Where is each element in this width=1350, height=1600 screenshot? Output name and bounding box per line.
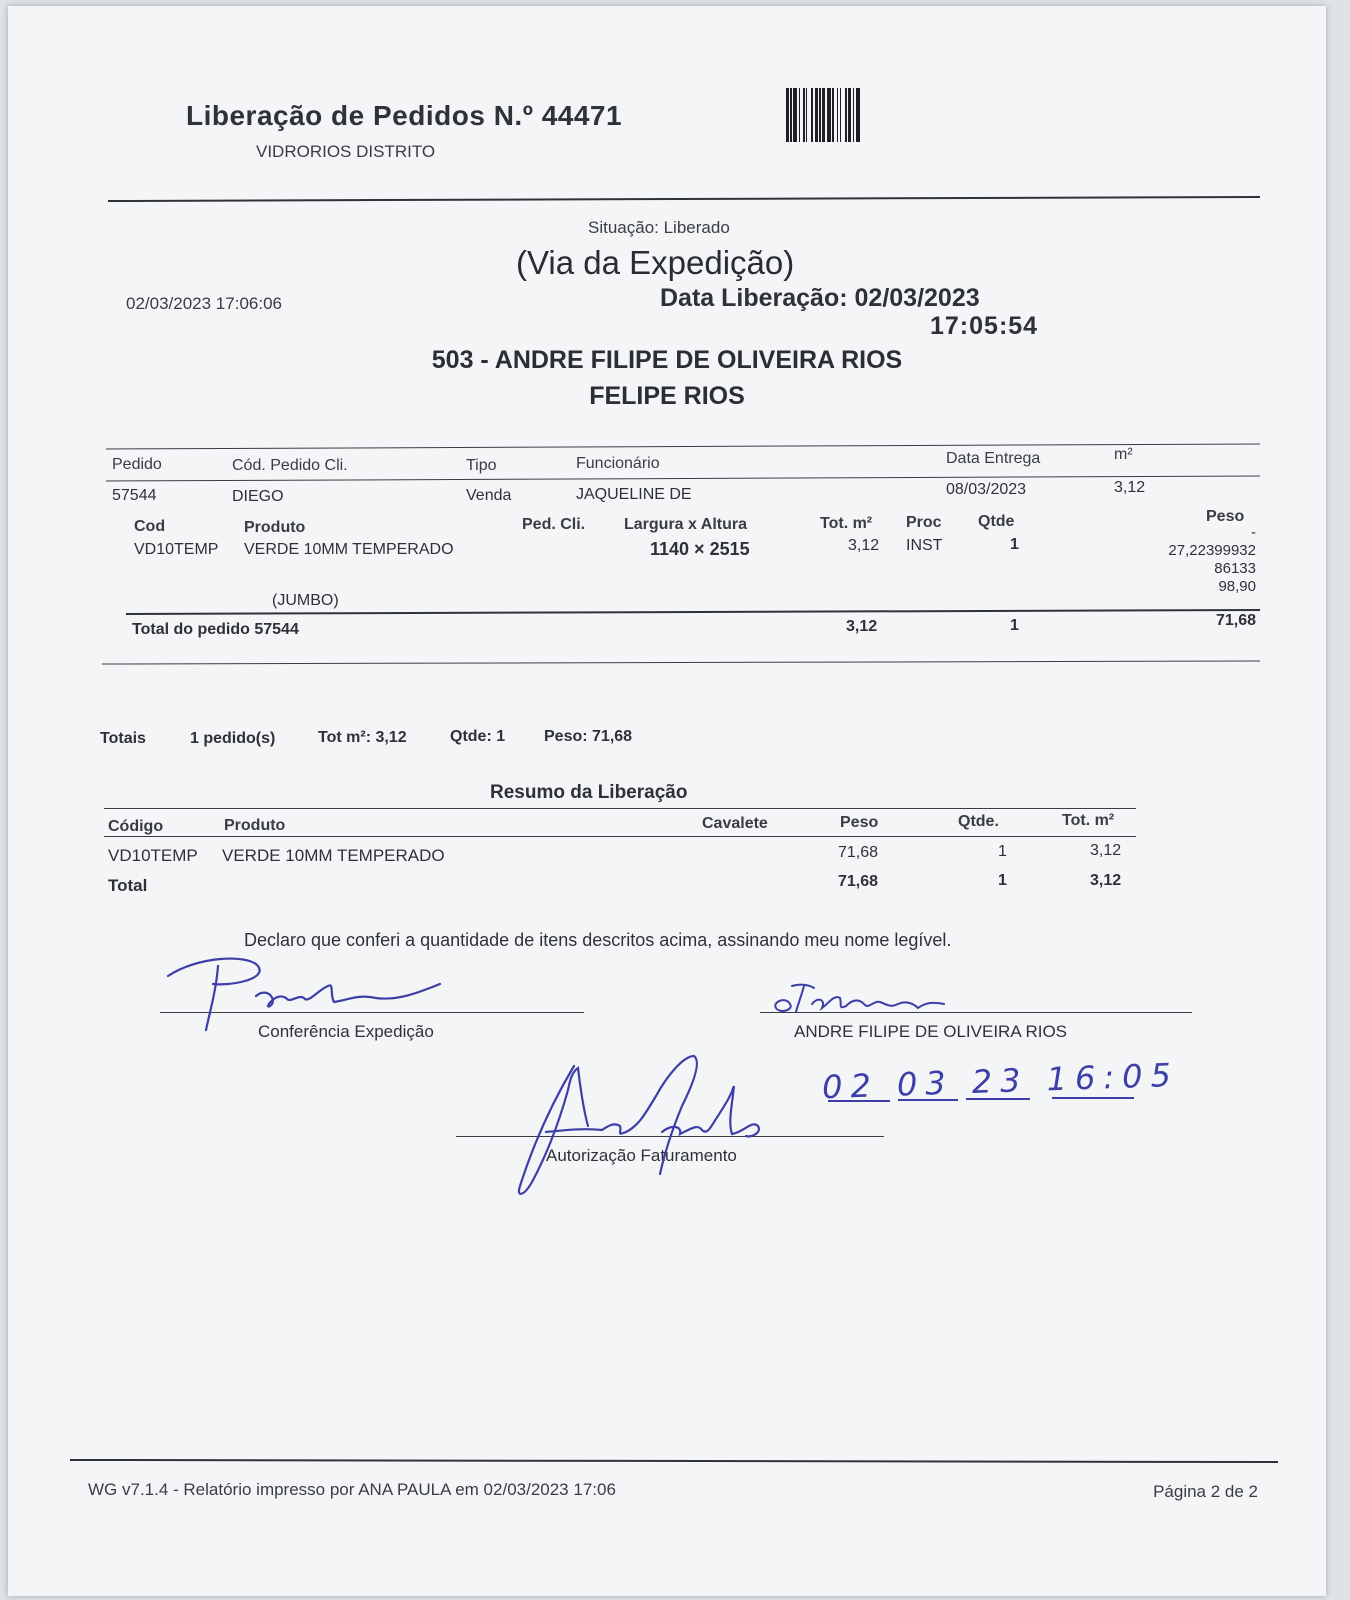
totals-weight: Peso: 71,68 (544, 728, 633, 745)
totals-label: Totais (100, 730, 146, 747)
header-divider (108, 196, 1260, 202)
footer-rule (70, 1459, 1278, 1463)
billing-signature-label: Autorização Faturamento (546, 1146, 737, 1165)
client-signature-label: ANDRE FILIPE DE OLIVEIRA RIOS (794, 1022, 1068, 1041)
client-nickname: FELIPE RIOS (589, 382, 745, 410)
col-cod-pedido-cli: Cód. Pedido Cli. (232, 457, 348, 474)
item-weight-line: 98,90 (1218, 578, 1256, 595)
order-total-qtde: 1 (1010, 617, 1019, 634)
summary-qtde: 1 (998, 843, 1007, 860)
totals-qtde: Qtde: 1 (450, 728, 506, 745)
col-pedido: Pedido (112, 456, 162, 473)
item-dimensions: 1140 × 2515 (650, 539, 750, 559)
order-total-weight: 71,68 (1215, 612, 1256, 629)
release-date: Data Liberação: 02/03/2023 (660, 284, 980, 312)
client-name: 503 - ANDRE FILIPE DE OLIVEIRA RIOS (431, 346, 903, 374)
date-underline (1052, 1097, 1134, 1099)
summary-col-produto: Produto (224, 817, 286, 834)
item-weight-line: - (1251, 524, 1256, 541)
col-cod: Cod (134, 518, 166, 535)
item-weight-line: 27,22399932 (1168, 542, 1256, 559)
totals-m2: Tot m²: 3,12 (318, 729, 407, 746)
item-tot-m2: 3,12 (848, 537, 880, 554)
summary-top-rule (104, 808, 1136, 809)
summary-col-peso: Peso (840, 814, 879, 831)
status-text: Situação: Liberado (588, 218, 730, 237)
item-product: VERDE 10MM TEMPERADO (244, 541, 454, 558)
date-underline (898, 1099, 958, 1101)
page-number: Página 2 de 2 (1153, 1482, 1258, 1501)
document-title: Liberação de Pedidos N.º 44471 (186, 100, 623, 131)
summary-m2: 3,12 (1090, 842, 1122, 859)
col-produto: Produto (244, 519, 306, 536)
order-m2: 3,12 (1114, 479, 1146, 496)
client-signature-scribble (768, 974, 968, 1018)
col-funcionario: Funcionário (576, 455, 660, 472)
summary-col-codigo: Código (108, 818, 164, 835)
employee: JAQUELINE DE (576, 486, 692, 503)
date-underline (828, 1100, 890, 1102)
summary-total-label: Total (108, 876, 148, 895)
summary-total-qtde: 1 (998, 872, 1007, 889)
col-data-entrega: Data Entrega (946, 450, 1041, 467)
order-section-bottom-rule (102, 660, 1260, 664)
summary-product: VERDE 10MM TEMPERADO (222, 846, 445, 865)
footer-print-info: WG v7.1.4 - Relatório impresso por ANA PAULA em 02/03/2023 17:06 (88, 1480, 616, 1499)
summary-col-cavalete: Cavalete (702, 815, 768, 832)
release-time: 17:05:54 (930, 312, 1039, 340)
summary-weight: 71,68 (838, 844, 879, 861)
item-qtde: 1 (1010, 536, 1019, 553)
document-page (8, 6, 1326, 1596)
item-weight-line: 86133 (1214, 560, 1256, 577)
barcode-bar (856, 88, 860, 142)
order-number: 57544 (112, 487, 157, 504)
col-qtde: Qtde (978, 513, 1015, 530)
barcode (786, 88, 991, 142)
col-tipo: Tipo (466, 457, 497, 474)
handwritten-date: 02 03 23 16:05 (821, 1055, 1180, 1107)
summary-col-tot-m2: Tot. m² (1062, 812, 1115, 829)
item-proc: INST (906, 537, 943, 554)
col-proc: Proc (906, 514, 942, 531)
item-product-extra: (JUMBO) (272, 592, 339, 609)
totals-orders: 1 pedido(s) (190, 730, 276, 747)
summary-title: Resumo da Liberação (490, 782, 688, 803)
company-name: VIDRORIOS DISTRITO (256, 142, 436, 161)
delivery-date: 08/03/2023 (946, 481, 1027, 498)
conference-signature-scribble (158, 946, 458, 1036)
printed-timestamp: 02/03/2023 17:06:06 (126, 294, 282, 313)
order-type: Venda (466, 487, 512, 504)
date-underline (966, 1098, 1030, 1100)
col-ped-cli: Ped. Cli. (522, 516, 586, 533)
col-peso: Peso (1206, 508, 1245, 525)
order-table-top-rule (106, 443, 1260, 449)
order-total-label: Total do pedido 57544 (132, 621, 299, 638)
client-order-code: DIEGO (232, 488, 284, 505)
col-tot-m2: Tot. m² (820, 515, 873, 532)
order-header-rule (106, 475, 1260, 481)
summary-code: VD10TEMP (108, 846, 198, 865)
billing-signature-scribble (496, 1046, 786, 1206)
col-m2: m² (1114, 446, 1133, 463)
summary-total-m2: 3,12 (1090, 872, 1122, 889)
summary-total-weight: 71,68 (838, 873, 879, 890)
copy-type-heading: (Via da Expedição) (516, 244, 795, 281)
col-dimensions: Largura x Altura (624, 516, 747, 533)
order-total-m2: 3,12 (846, 618, 878, 635)
summary-col-qtde: Qtde. (958, 813, 999, 830)
conference-signature-label: Conferência Expedição (258, 1022, 434, 1041)
item-code: VD10TEMP (134, 541, 219, 558)
summary-header-rule (104, 836, 1136, 837)
item-weight (1168, 524, 1256, 596)
declaration-text: Declaro que conferi a quantidade de itens descritos acima, assinando meu nome legível. (244, 930, 952, 950)
